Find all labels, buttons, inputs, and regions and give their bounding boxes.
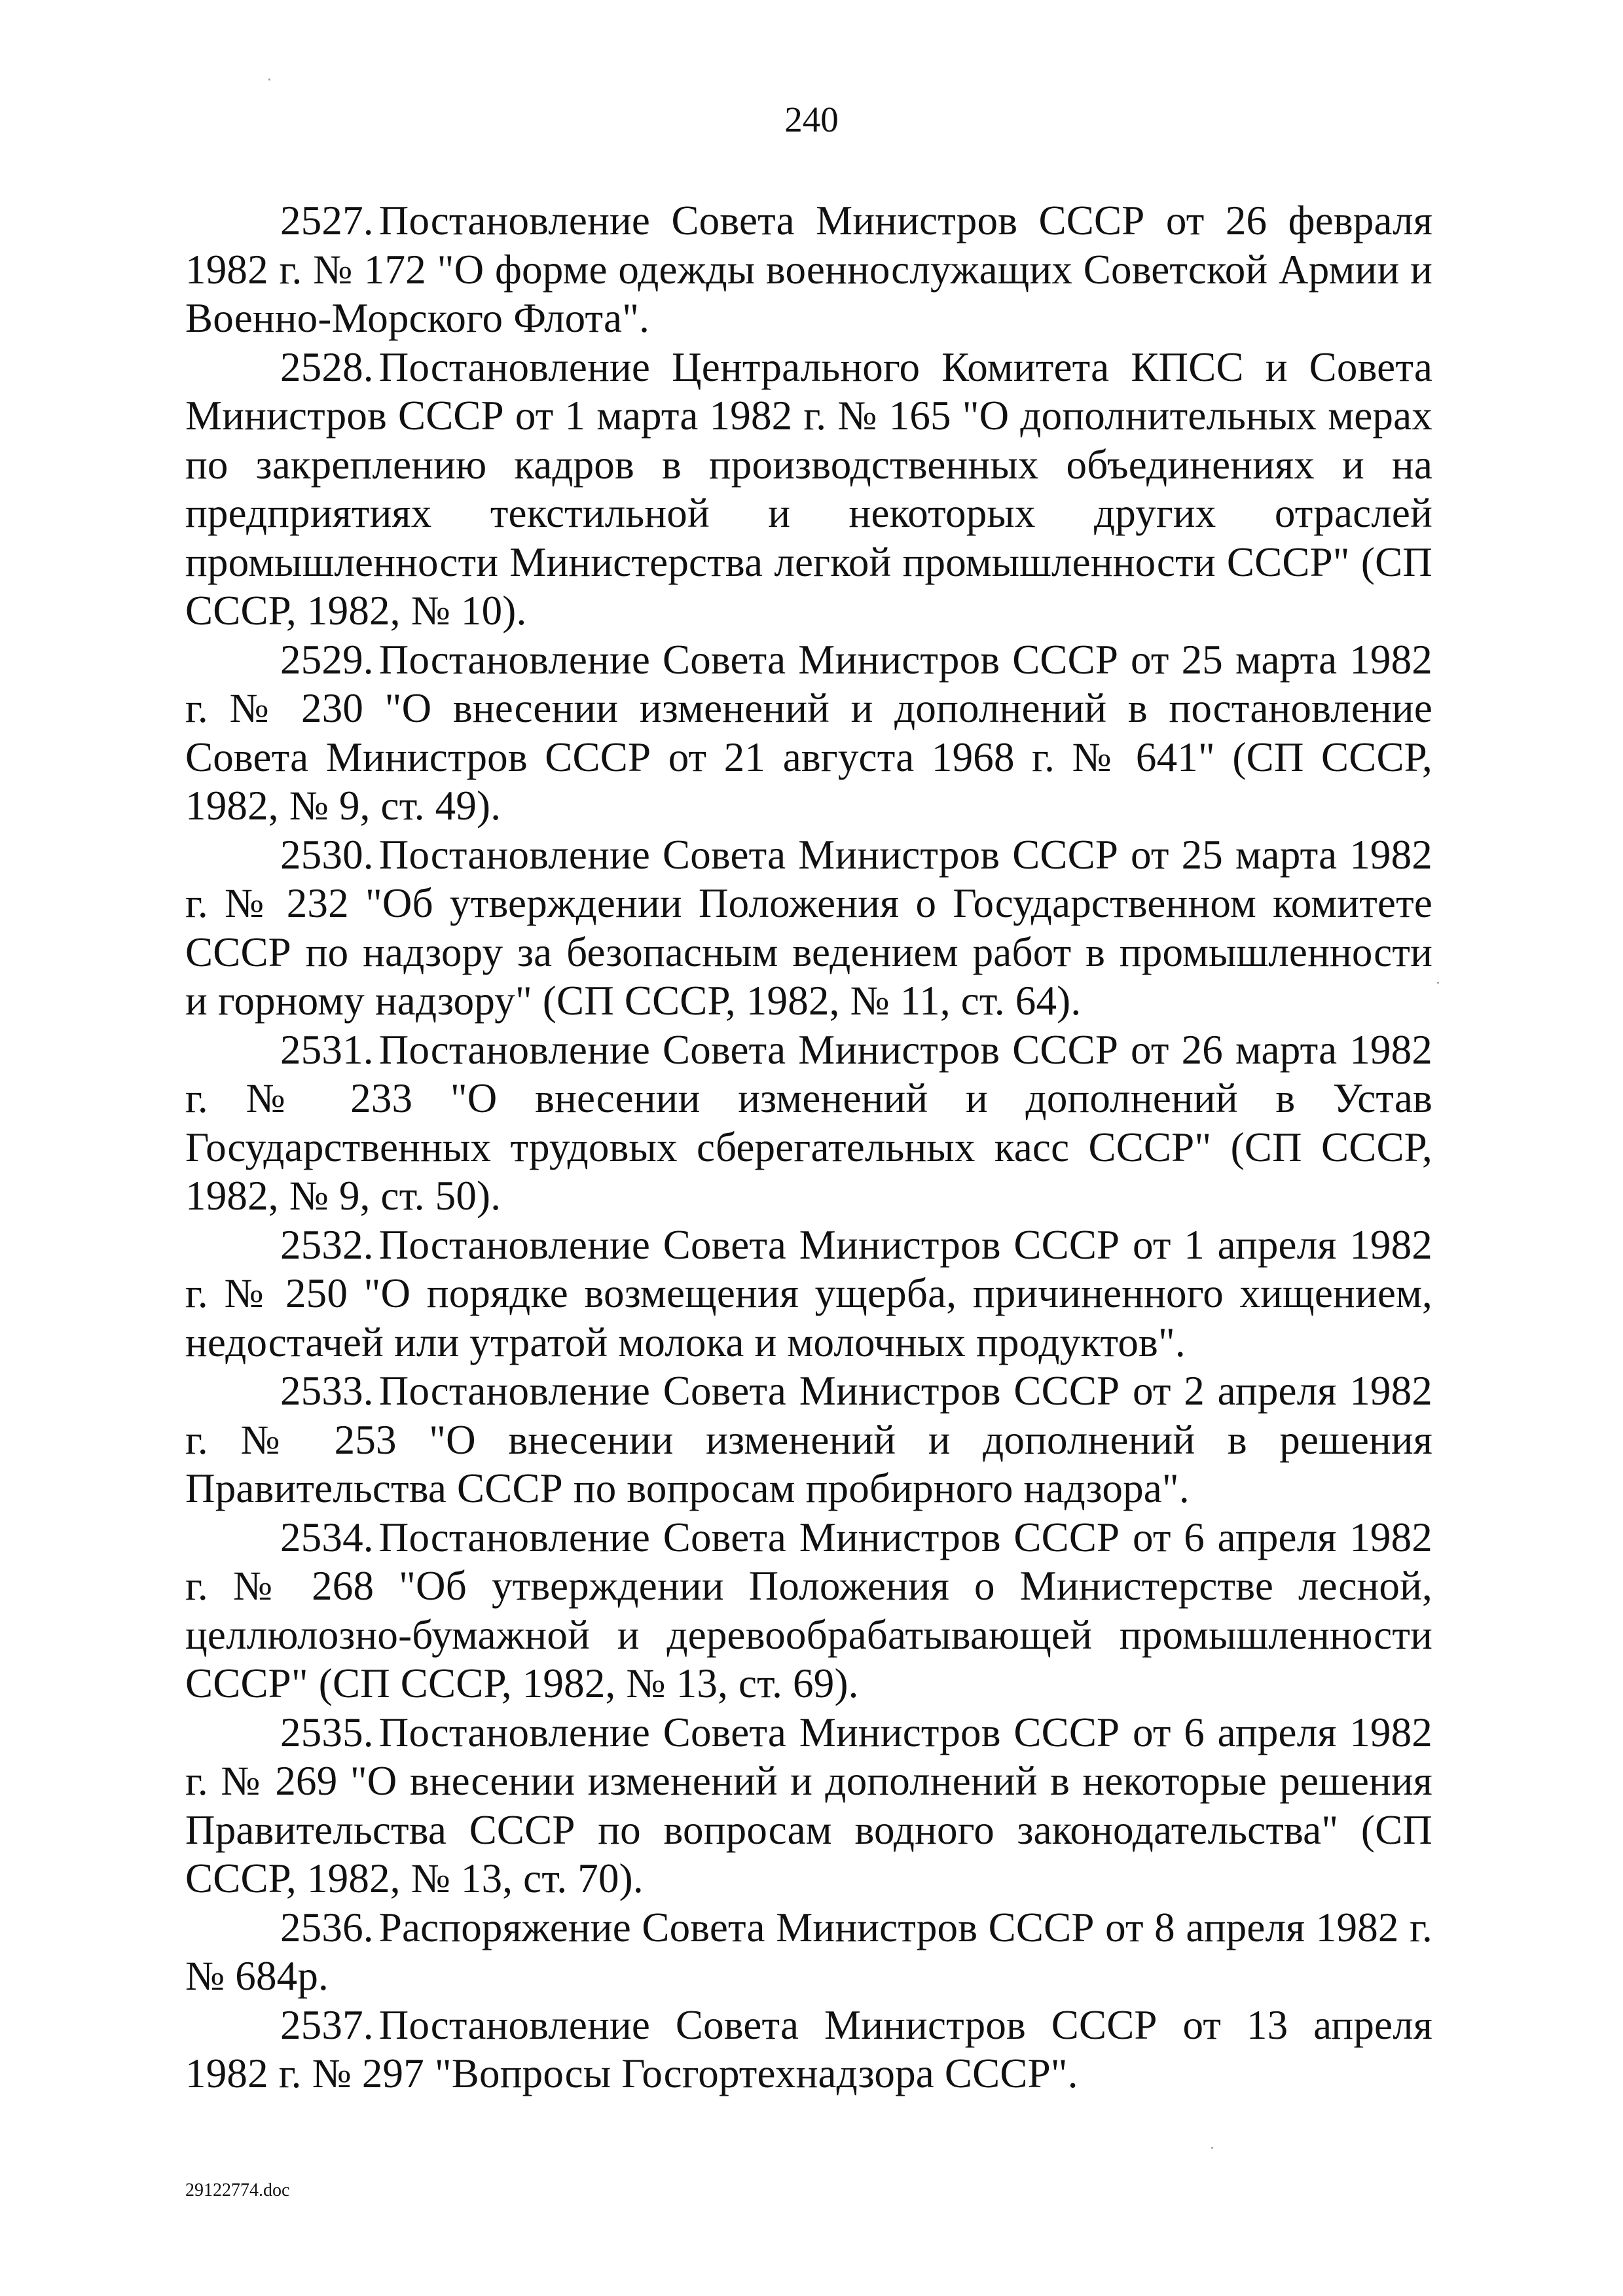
entry-number: 2537. [280,2001,374,2048]
list-item [185,1513,1432,1708]
list-item [185,1221,1432,1367]
entries-list [185,196,1432,2098]
list-item [185,831,1432,1026]
entry-number: 2536. [280,1904,374,1950]
entry-text: Постановление Совета Министров СССР от 25 марта 1982 г. № 230 "О внесении изменений и дополнений в постановление Совета Министров СССР от 21 августа 1968 г. № 641" (СП СССР, 1982, № 9, ст. 49). [185,636,1432,829]
entry-text: Постановление Совета Министров СССР от 26 марта 1982 г. № 233 "О внесении изменений и дополнений в Устав Государственных трудовых сберегательных касс СССР" (СП СССР, 1982, № 9, ст. 50). [185,1026,1432,1219]
list-item [185,343,1432,636]
entry-text: Постановление Совета Министров СССР от 25 марта 1982 г. № 232 "Об утверждении Положения о Государственном комитете СССР по надзору за безопасным ведением работ в промышленности и горному надзору" (СП СССР, 1982, № 11, ст. 64). [185,831,1432,1024]
list-item [185,1708,1432,1903]
list-item [185,2001,1432,2098]
scan-speck [1437,982,1439,984]
page-number: 240 [784,99,839,139]
entry-text: Постановление Совета Министров СССР от 2 апреля 1982 г. № 253 "О внесении изменений и дополнений в решения Правительства СССР по вопросам пробирного надзора". [185,1368,1432,1511]
entry-text: Постановление Совета Министров СССР от 26 февраля 1982 г. № 172 "О форме одежды военнослужащих Советской Армии и Военно-Морского Флота". [185,198,1432,341]
entry-text: Постановление Центрального Комитета КПСС и Совета Министров СССР от 1 марта 1982 г. № 165 "О дополнительных мерах по закреплению кадров в производственных объединениях и на предприятиях текстильной и некоторых других отраслей промышленности Министерства легкой промышленности СССР" (СП СССР, 1982, № 10). [185,344,1432,634]
entry-number: 2535. [280,1709,374,1755]
entry-text: Постановление Совета Министров СССР от 6 апреля 1982 г. № 268 "Об утверждении Положения о Министерстве лесной, целлюлозно-бумажной и деревообрабатывающей промышленности СССР" (СП СССР, 1982, № 13, ст. 69). [185,1514,1432,1706]
entry-number: 2529. [280,636,374,683]
entry-number: 2534. [280,1514,374,1560]
entry-number: 2530. [280,831,374,878]
scan-speck [1211,2147,1213,2149]
entry-text: Распоряжение Совета Министров СССР от 8 апреля 1982 г. № 684р. [185,1904,1432,1999]
document-file-code: 29122774.doc [185,2180,290,2200]
entry-number: 2533. [280,1368,374,1414]
entry-number: 2527. [280,198,374,243]
list-item [185,1367,1432,1513]
list-item [185,1903,1432,2001]
entry-number: 2531. [280,1026,374,1073]
scan-speck [268,79,270,81]
list-item [185,196,1432,343]
entry-number: 2528. [280,344,374,390]
list-item [185,636,1432,831]
entry-text: Постановление Совета Министров СССР от 13 апреля 1982 г. № 297 "Вопросы Госгортехнадзора СССР". [185,2001,1432,2096]
entry-text: Постановление Совета Министров СССР от 6 апреля 1982 г. № 269 "О внесении изменений и дополнений в некоторые решения Правительства СССР по вопросам водного законодательства" (СП СССР, 1982, № 13, ст. 70). [185,1709,1432,1901]
entry-text: Постановление Совета Министров СССР от 1 апреля 1982 г. № 250 "О порядке возмещения ущерба, причиненного хищением, недостачей или утратой молока и молочных продуктов". [185,1221,1432,1365]
list-item [185,1026,1432,1221]
entry-number: 2532. [280,1221,374,1268]
